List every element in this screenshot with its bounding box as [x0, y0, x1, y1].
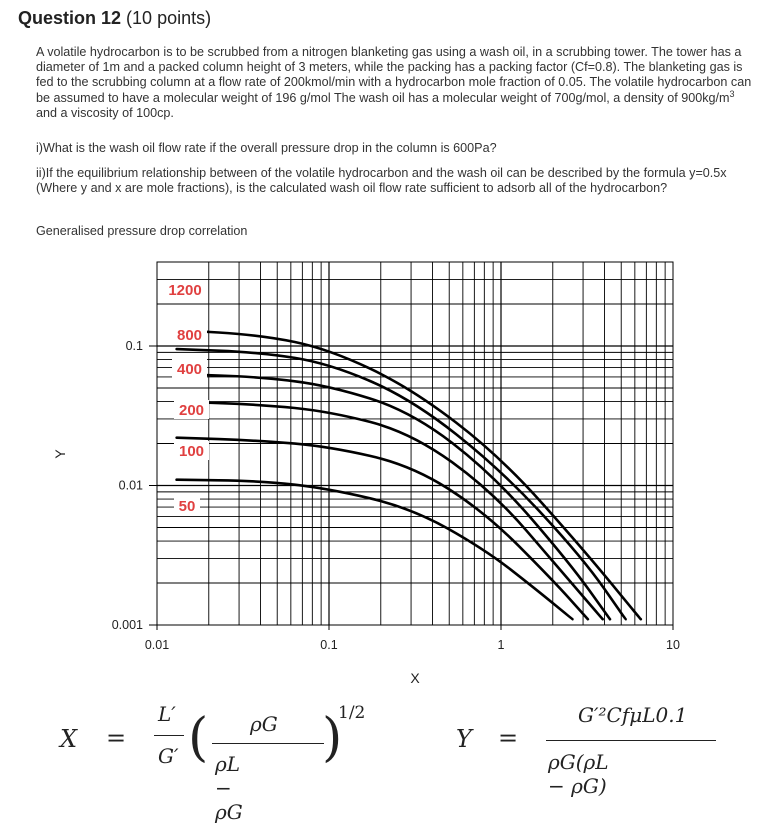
series-label-800: 800 [176, 327, 203, 344]
x-formula-l-prime: L′ [158, 702, 176, 726]
y-formula-lhs: Y [456, 725, 472, 753]
series-label-1200: 1200 [168, 282, 202, 299]
x-axis-title: X [410, 670, 420, 686]
question-points: (10 points) [126, 8, 212, 28]
x-formula-fraction-bar-1 [154, 735, 184, 736]
y-formula-equals: = [498, 724, 519, 752]
question-number: Question 12 [18, 8, 122, 28]
series-line-1200 [177, 330, 641, 619]
series-line-800 [177, 349, 626, 619]
x-formula-equals: = [106, 724, 127, 752]
series-label-100: 100 [178, 443, 205, 460]
x-tick-label: 0.01 [144, 638, 170, 652]
x-formula-g-prime: G′ [158, 744, 179, 768]
series-line-400 [177, 374, 610, 619]
y-axis-title: Y [52, 449, 68, 459]
series-label-50: 50 [178, 498, 196, 515]
x-formula-rho-g: ρG [250, 712, 278, 736]
part-ii-text: ii)If the equilibrium relationship between of the volatile hydrocarbon and the wash oil can be described by the formula y=0.5x (Where y and x are mole fractions), is the calculated wash oil flow rate sufficient to adsorb all of the hydrocarbon? [36, 166, 727, 196]
series-line-50 [177, 480, 573, 620]
y-formula-numerator: G′²CfμL0.1 [578, 703, 688, 727]
question-body-text: A volatile hydrocarbon is to be scrubbed from a nitrogen blanketing gas using a wash oil, in a scrubbing tower. The tower has a diameter of 1m and a packed column height of 3 meters, while the packing has a packing factor (Cf=0.8). The blanketing gas is fed to the scrubbing column at a flow rate of 200kmol/min with a hydrocarbon mole fraction of 0.05. The volatile hydrocarbon can be assumed to have a molecular weight of 196 g/mol The wash oil has a molecular weight of 700g/mol, a density of 900kg/m [36, 45, 752, 105]
x-tick-label: 0.1 [320, 638, 338, 652]
y-formula-denominator: ρG(ρL − ρG) [548, 750, 609, 798]
y-tick-label: 0.1 [125, 339, 143, 353]
x-formula-left-paren: ( [188, 708, 209, 768]
x-formula-lhs: X [60, 725, 78, 753]
part-i-text: i)What is the wash oil flow rate if the overall pressure drop in the column is 600Pa? [36, 141, 497, 155]
series-label-200: 200 [178, 402, 205, 419]
x-tick-label: 1 [497, 638, 505, 652]
series-label-400: 400 [176, 361, 203, 378]
x-formula-exponent: 1/2 [338, 703, 366, 723]
y-formula-fraction-bar [546, 740, 716, 741]
x-formula-fraction-bar-2 [212, 743, 324, 744]
density-unit-superscript: 3 [729, 88, 735, 99]
x-tick-label: 10 [666, 638, 680, 652]
y-tick-label: 0.01 [118, 478, 143, 493]
y-tick-label: 0.001 [111, 618, 143, 632]
chart-caption: Generalised pressure drop correlation [36, 224, 248, 238]
x-formula-denominator: ρL − ρG [215, 752, 243, 824]
x-formula-right-paren: ) [322, 708, 343, 768]
question-body-text-end: and a viscosity of 100cp. [36, 105, 174, 120]
